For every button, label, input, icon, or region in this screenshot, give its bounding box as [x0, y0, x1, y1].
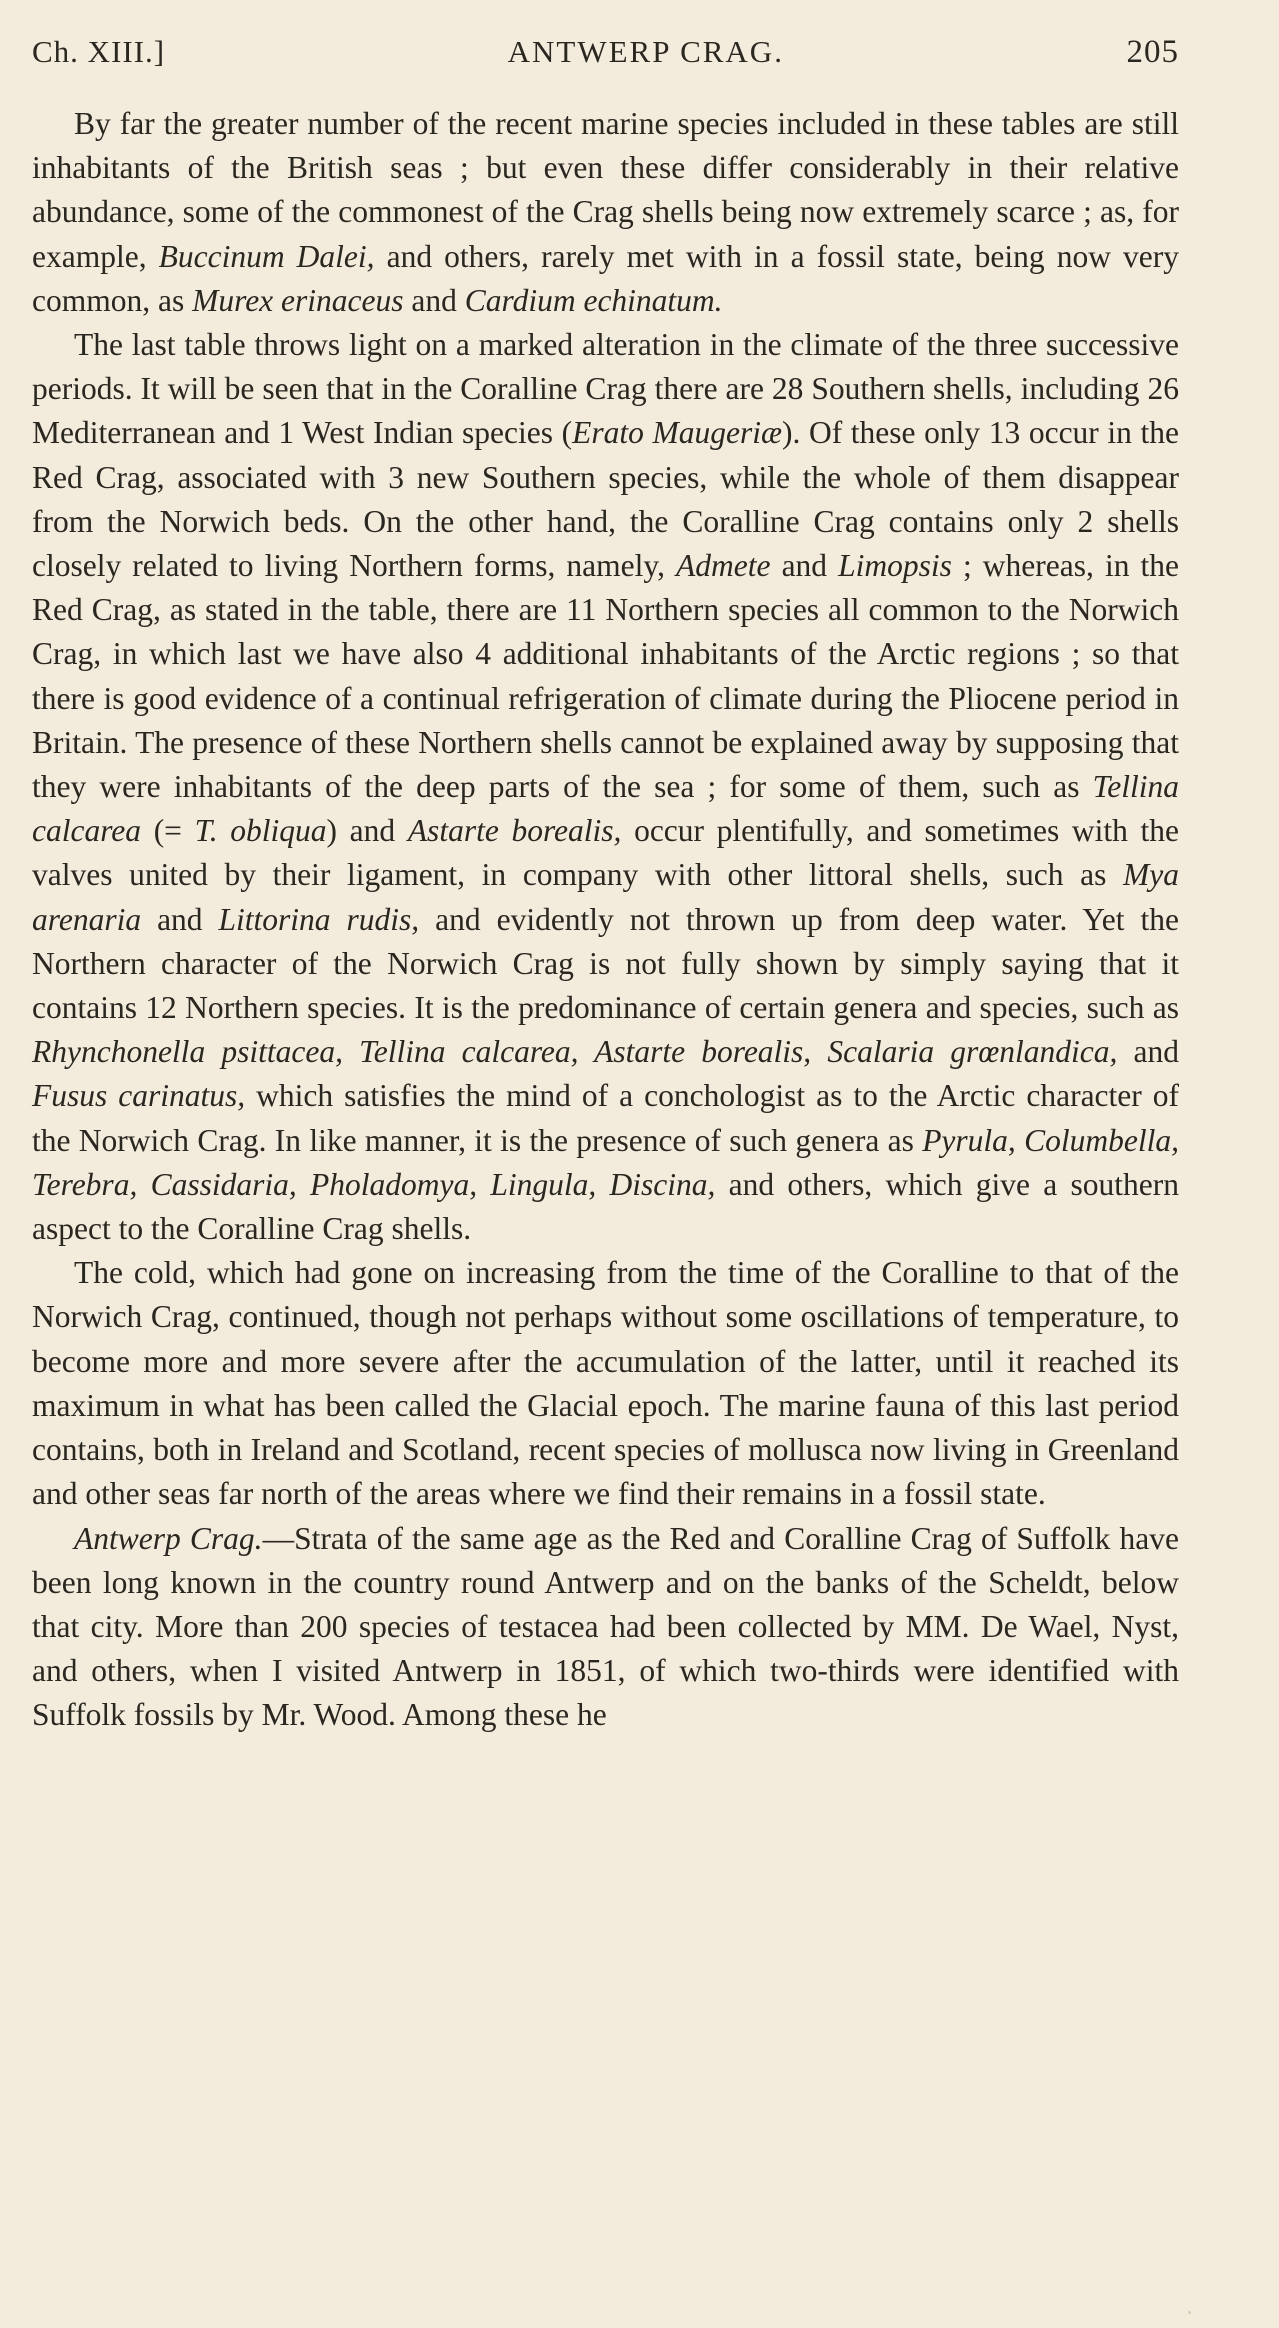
- text-run: and others, rarely met with in a fossil state, being now very common, as: [32, 238, 1180, 318]
- italic-term: Mya arenaria: [32, 857, 1179, 937]
- page-number: 205: [1126, 34, 1179, 70]
- text-run: By far the greater number of the recent marine species included in these tables are still inhabitants of the British seas ; but even these differ considerably in their relative abundance, some of the commonest of the Crag shells being now extremely scarce ; as, for example,: [32, 106, 1179, 274]
- paragraph-2: [32, 323, 1179, 1251]
- italic-term: Erato Maugeriæ: [572, 415, 782, 451]
- italic-term: Antwerp Crag.: [74, 1520, 263, 1556]
- text-run: and: [1117, 1034, 1179, 1070]
- italic-term: Astarte borealis,: [407, 813, 622, 849]
- italic-term: Cardium echinatum.: [464, 282, 723, 318]
- body-text: [32, 102, 1179, 1738]
- italic-term: Rhynchonella psittacea, Tellina calcarea, Astarte borealis, Scalaria grœnlandica,: [32, 1034, 1118, 1070]
- italic-term: Tellina calcarea: [32, 769, 1179, 849]
- text-run: and others, which give a southern aspect to the Coralline Crag shells.: [32, 1166, 1180, 1247]
- paragraph-1: [32, 102, 1179, 323]
- italic-term: Pyrula, Columbella, Terebra, Cassidaria, Pholadomya, Lingula, Discina,: [32, 1122, 1179, 1202]
- paper-speck: [1188, 2311, 1191, 2314]
- running-head: [32, 34, 1179, 86]
- chapter-label: Ch. XIII.]: [32, 34, 166, 69]
- italic-term: Littorina rudis,: [218, 901, 420, 937]
- paragraph-4: [32, 1517, 1179, 1738]
- italic-term: Murex erinaceus: [192, 282, 404, 318]
- paragraph-3: [32, 1251, 1179, 1516]
- italic-term: Limopsis: [838, 548, 952, 584]
- text-run: —Strata of the same age as the Red and Coralline Crag of Suffolk have been long known in the country round Antwerp and on the banks of the Scheldt, below that city. More than 200 species of testacea had been collected by MM. De Wael, Nyst, and others, when I visited Antwerp in 1851, of which two-thirds were identified with Suffolk fossils by Mr. Wood. Among these he: [32, 1520, 1179, 1733]
- text-run: ; whereas, in the Red Crag, as stated in the table, there are 11 Northern species all common to the Norwich Crag, in which last we have also 4 additional inhabitants of the Arctic regions ; so that there is good evidence of a continual refrigeration of climate during the Pliocene period in Britain. The presence of these Northern shells cannot be explained away by supposing that they were inhabitants of the deep parts of the sea ; for some of them, such as: [32, 548, 1179, 805]
- text-run: ) and: [326, 813, 408, 849]
- running-title: ANTWERP CRAG.: [507, 34, 784, 69]
- text-run: and: [141, 901, 219, 937]
- text-run: The last table throws light on a marked alteration in the climate of the three successive periods. It will be seen that in the Coralline Crag there are 28 Southern shells, including 26 Mediterranean and 1 West Indian species (: [32, 327, 1179, 451]
- text-run: ). Of these only 13 occur in the Red Crag, associated with 3 new Southern species, while the whole of them disappear from the Norwich beds. On the other hand, the Coralline Crag contains only 2 shells closely related to living Northern forms, namely,: [32, 415, 1180, 584]
- text-run: which satisfies the mind of a conchologist as to the Arctic character of the Norwich Crag. In like manner, it is the presence of such genera as: [32, 1078, 1180, 1158]
- text-run: and: [403, 282, 465, 318]
- italic-term: Fusus carinatus,: [32, 1078, 246, 1114]
- italic-term: Admete: [676, 548, 771, 584]
- text-run: (=: [141, 813, 195, 849]
- text-run: and evidently not thrown up from deep water. Yet the Northern character of the Norwich Crag is not fully shown by simply saying that it contains 12 Northern species. It is the predominance of certain genera and species, such as: [32, 901, 1179, 1026]
- italic-term: Buccinum Dalei,: [158, 238, 375, 274]
- text-run: and: [770, 548, 839, 584]
- text-run: The cold, which had gone on increasing from the time of the Coralline to that of the Norwich Crag, continued, though not perhaps without some oscillations of temperature, to become more and more severe after the accumulation of the latter, until it reached its maximum in what has been called the Glacial epoch. The marine fauna of this last period contains, both in Ireland and Scotland, recent species of mollusca now living in Greenland and other seas far north of the areas where we find their remains in a fossil state.: [32, 1255, 1179, 1512]
- text-run: occur plentifully, and sometimes with the valves united by their ligament, in company with other littoral shells, such as: [32, 813, 1179, 893]
- italic-term: T. obliqua: [194, 813, 327, 849]
